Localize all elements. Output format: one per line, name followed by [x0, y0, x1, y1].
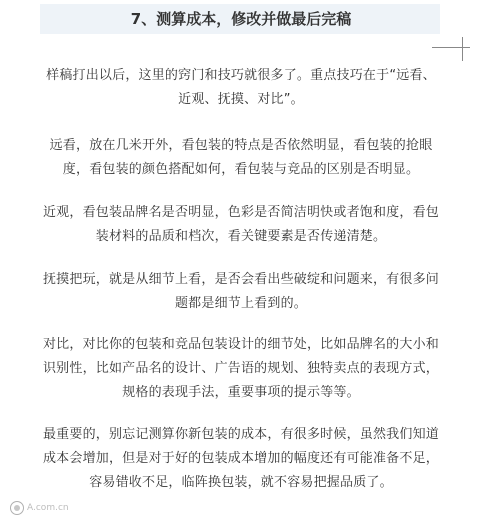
paragraph-cost: 最重要的，别忘记测算你新包装的成本，有很多时候，虽然我们知道 成本会增加，但是对于好的包装成本增加的幅度还有可能准备不足， 容易错收不足，临阵换包装，就不容易把握品质了。: [42, 427, 439, 490]
section-title: 7、测算成本，修改并做最后完稿: [130, 10, 352, 28]
paragraph-touch: 抚摸把玩，就是从细节上看，是否会看出些破绽和问题来，有很多问 题都是细节上看到的。: [42, 272, 439, 311]
paragraph-close-view: 近观，看包装品牌名是否明显，色彩是否简洁明快或者饱和度，看包 装材料的品质和档次，看关键要素是否传递清楚。: [42, 205, 439, 244]
paragraph-far-view: 远看，放在几米开外，看包装的特点是否依然明显，看包装的抢眼 度，看包装的颜色搭配如何，看包装与竞品的区别是否明显。: [49, 138, 433, 177]
watermark-text: A.com.cn: [27, 503, 69, 513]
crop-mark-horizontal: [432, 47, 470, 48]
watermark: [10, 500, 69, 516]
paragraph-compare: 对比，对比你的包装和竞品包装设计的细节处，比如品牌名的大小和 识别性，比如产品名的设计、广告语的规划、独特卖点的表现方式， 规格的表现手法，重要事项的提示等等。: [42, 337, 439, 400]
section-header: [0, 0, 482, 38]
crop-mark-vertical: [462, 37, 463, 61]
crop-mark-icon: [432, 37, 472, 61]
watermark-logo-icon: [10, 501, 24, 515]
paragraph-intro: 样稿打出以后，这里的窍门和技巧就很多了。重点技巧在于“远看、 近观、抚摸、对比”。: [46, 68, 436, 107]
